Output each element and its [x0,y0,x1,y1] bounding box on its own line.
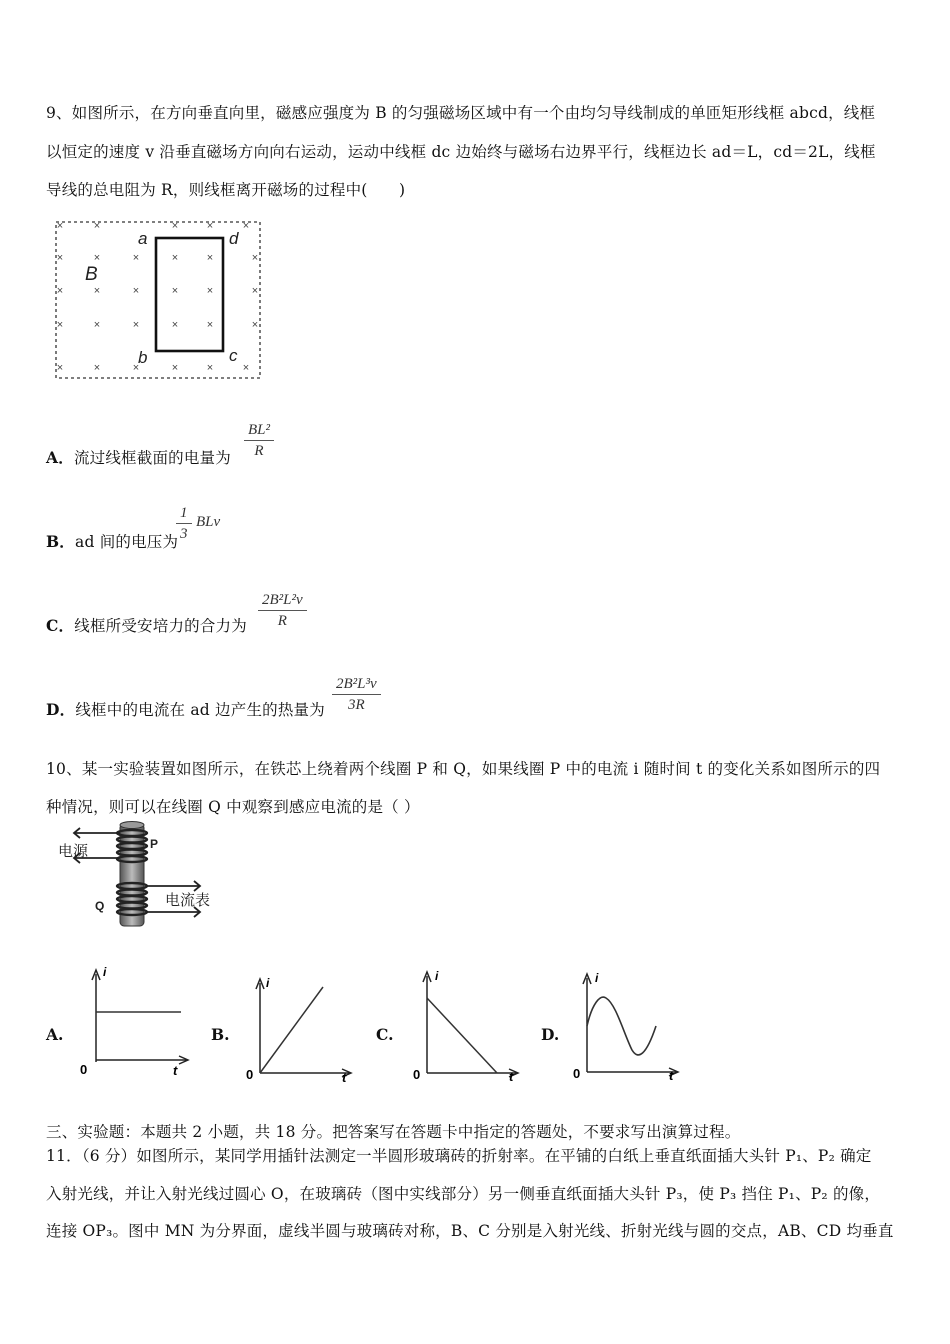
field-cross-mark: × [206,319,214,331]
corner-label-c: c [229,346,238,365]
option-label: B． [46,532,76,551]
fraction: 1 3 [176,503,192,544]
q11-text-line1: 11．（6 分）如图所示，某同学用插针法测定一半圆形玻璃砖的折射率。在平铺的白纸上垂直纸面插大头针 P₁、P₂ 确定 [46,1147,872,1165]
fraction: 2B²L²v R [258,590,307,631]
axis-t: t [509,1069,514,1084]
field-cross-mark: × [56,252,64,264]
q11-text-line2: 入射光线，并让入射光线过圆心 O，在玻璃砖（图中实线部分）另一侧垂直纸面插大头针 P₃，使 P₃ 挡住 P₁、P₂ 的像， [46,1185,881,1203]
coil-q-label: Q [95,899,105,913]
axis-t: t [669,1068,674,1083]
field-cross-mark: × [56,319,64,331]
field-cross-mark: × [132,319,140,331]
fraction: 2B²L³v 3R [332,674,381,715]
axis-i: i [266,976,270,990]
q9-text-line2: 以恒定的速度 v 沿垂直磁场方向向右运动，运动中线框 dc 边始终与磁场右边界平行，线框边长 ad＝L，cd＝2L，线框 [46,143,876,161]
field-label-b: B [85,264,98,285]
option-label: C. [376,1025,394,1044]
axis-i: i [595,971,599,985]
field-cross-mark: × [171,220,179,232]
option-label: D． [46,700,76,719]
axis-t: t [342,1070,347,1085]
field-cross-mark: × [206,362,214,374]
q9-text-line3: 导线的总电阻为 R，则线框离开磁场的过程中( ) [46,181,406,199]
field-cross-mark: × [242,362,250,374]
q9-magnetic-field-figure [50,215,270,385]
field-cross-mark: × [251,252,259,264]
field-cross-mark: × [242,220,250,232]
field-cross-mark: × [171,252,179,264]
field-cross-mark: × [171,362,179,374]
field-cross-mark: × [56,285,64,297]
corner-label-a: a [138,229,148,248]
field-cross-mark: × [93,252,101,264]
option-text: 流过线框截面的电量为 [73,449,231,467]
option-label: A． [46,448,74,467]
fraction-suffix: BLv [196,514,221,530]
field-cross-mark: × [56,362,64,374]
option-text: 线框所受安培力的合力为 [74,617,247,635]
option-label: B. [211,1025,230,1044]
corner-label-d: d [229,229,239,248]
q9-text-line1: 9、如图所示，在方向垂直向里，磁感应强度为 B 的匀强磁场区域中有一个由均匀导线制成的单匝矩形线框 abcd，线框 [46,104,876,122]
field-cross-mark: × [132,285,140,297]
graph-sine [570,964,690,1084]
option-text: 线框中的电流在 ad 边产生的热量为 [75,701,325,719]
q11-text-line3: 连接 OP₃。图中 MN 为分界面，虚线半圆与玻璃砖对称，B、C 分别是入射光线、折射光线与圆的交点，AB、CD 均垂直 [46,1222,894,1240]
field-cross-mark: × [206,285,214,297]
axis-origin: 0 [80,1062,88,1077]
section3-heading: 三、实验题：本题共 2 小题，共 18 分。把答案写在答题卡中指定的答题处，不要求写出演算过程。 [46,1123,741,1141]
field-cross-mark: × [132,362,140,374]
option-label: D. [541,1025,560,1044]
corner-label-b: b [138,348,148,367]
field-cross-mark: × [206,220,214,232]
graph-linear-increase [238,965,358,1085]
axis-t: t [173,1063,178,1078]
axis-i: i [435,969,439,983]
q10-text-line1: 10、某一实验装置如图所示，在铁芯上绕着两个线圈 P 和 Q，如果线圈 P 中的电流 i 随时间 t 的变化关系如图所示的四 [46,760,881,778]
option-label: A. [46,1025,64,1044]
power-source-label: 电源 [58,843,89,860]
graph-linear-decrease [405,962,525,1084]
field-cross-mark: × [206,252,214,264]
axis-i: i [103,965,107,979]
field-cross-mark: × [251,319,259,331]
coil-p-label: P [150,837,159,851]
field-cross-mark: × [93,319,101,331]
fraction: BL² R [244,420,274,461]
field-cross-mark: × [93,362,101,374]
field-cross-mark: × [171,319,179,331]
graph-constant [75,962,195,1082]
axis-origin: 0 [573,1066,581,1081]
field-cross-mark: × [93,285,101,297]
option-label: C． [46,616,75,635]
ammeter-label: 电流表 [165,892,211,909]
axis-origin: 0 [413,1067,421,1082]
field-cross-mark: × [251,285,259,297]
q10-text-line2: 种情况，则可以在线圈 Q 中观察到感应电流的是（ ） [46,798,420,816]
axis-origin: 0 [246,1067,254,1082]
q10-coil-figure [50,818,230,933]
field-cross-mark: × [93,220,101,232]
field-cross-mark: × [171,285,179,297]
option-text: ad 间的电压为 [75,533,179,551]
field-cross-mark: × [56,220,64,232]
field-cross-mark: × [132,252,140,264]
